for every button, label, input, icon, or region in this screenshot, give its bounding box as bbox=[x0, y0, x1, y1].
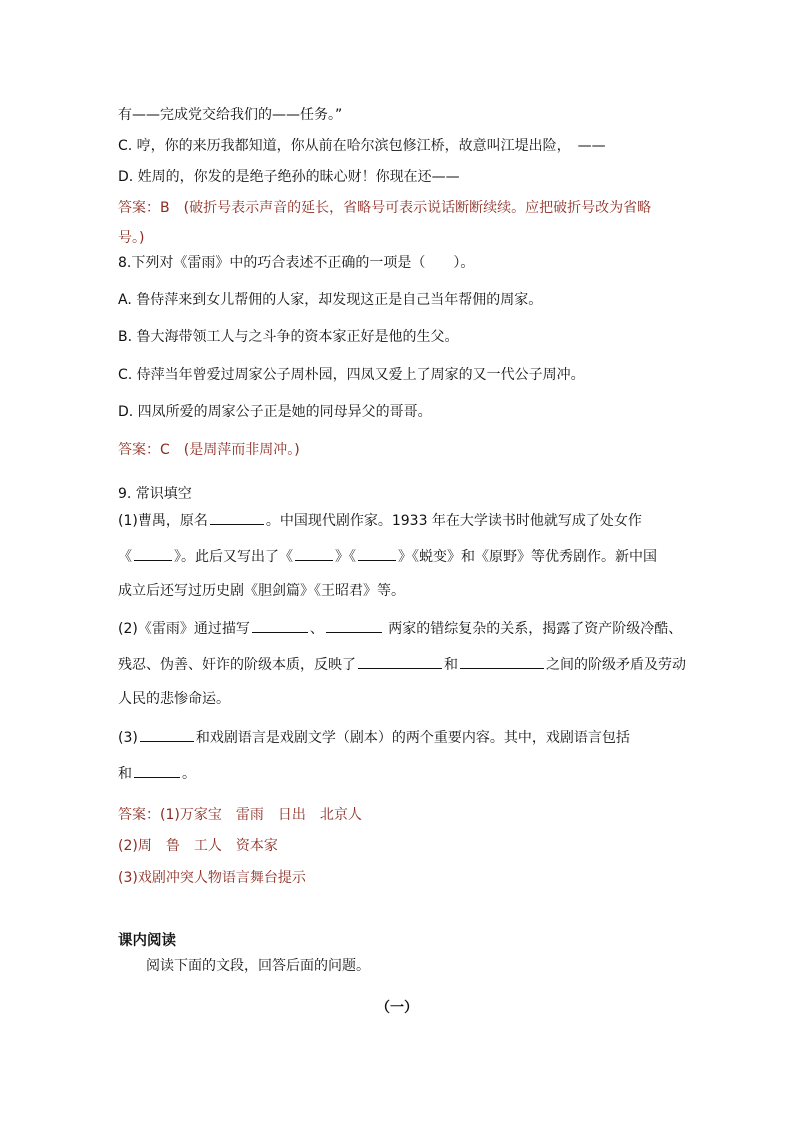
fill-blank bbox=[295, 545, 333, 561]
q9-part2-line1: (2)《雷雨》通过描写 、 两家的错综复杂的关系，揭露了资产阶级冷酷、 bbox=[118, 617, 714, 639]
q9-part1-line2: 《 》。此后又写出了《 》《 》《蜕变》和《原野》等优秀剧作。新中国 bbox=[118, 545, 714, 567]
fill-blank bbox=[252, 617, 308, 633]
q9-title: 9. 常识填空 bbox=[118, 486, 192, 502]
q9-part2-line2: 残忍、伪善、奸诈的阶级本质，反映了 和 之间的阶级矛盾及劳动 bbox=[118, 653, 714, 675]
fill-blank bbox=[460, 653, 544, 669]
q7-answer-continued: 号。) bbox=[118, 230, 145, 246]
fill-blank bbox=[358, 653, 442, 669]
fill-blank bbox=[210, 509, 264, 525]
section-heading: 课内阅读 bbox=[118, 933, 176, 949]
q9-answer-3: (3)戏剧冲突人物语言舞台提示 bbox=[118, 870, 306, 886]
q7-answer: 答案：B (破折号表示声音的延长，省略号可表示说话断断续续。应把破折号改为省略 bbox=[118, 200, 652, 216]
fill-blank bbox=[358, 545, 396, 561]
reading-instruction: 阅读下面的文段，回答后面的问题。 bbox=[146, 958, 370, 974]
fill-blank bbox=[326, 617, 382, 633]
q9-answer-2: (2)周 鲁 工人 资本家 bbox=[118, 838, 278, 854]
q9-part1-line1: (1)曹禺，原名 。中国现代剧作家。1933 年在大学读书时他就写成了处女作 bbox=[118, 509, 714, 531]
q7-option-c: C. 哼，你的来历我都知道，你从前在哈尔滨包修江桥，故意叫江堤出险， —— bbox=[118, 138, 606, 154]
q9-part2-line3: 人民的悲惨命运。 bbox=[118, 691, 230, 707]
q9-answer-1: 答案：(1)万家宝 雷雨 日出 北京人 bbox=[118, 807, 362, 823]
q8-option-c: C. 侍萍当年曾爱过周家公子周朴园，四凤又爱上了周家的又一代公子周冲。 bbox=[118, 367, 585, 383]
q9-part3-line1: (3) 和戏剧语言是戏剧文学（剧本）的两个重要内容。其中，戏剧语言包括 bbox=[118, 726, 714, 748]
q7-option-d: D. 姓周的，你发的是绝子绝孙的昧心财！你现在还—— bbox=[118, 169, 460, 185]
q8-answer: 答案：C (是周萍而非周冲。) bbox=[118, 442, 300, 458]
q9-part3-line2: 和 。 bbox=[118, 762, 714, 784]
fill-blank bbox=[140, 726, 194, 742]
passage-number: （一） bbox=[376, 1000, 418, 1016]
fill-blank bbox=[134, 762, 180, 778]
q8-option-b: B. 鲁大海带领工人与之斗争的资本家正好是他的生父。 bbox=[118, 329, 459, 345]
q9-part1-line3: 成立后还写过历史剧《胆剑篇》《王昭君》等。 bbox=[118, 583, 405, 599]
q8-option-d: D. 四凤所爱的周家公子正是她的同母异父的哥哥。 bbox=[118, 404, 432, 420]
q7-option-b-continuation: 有——完成党交给我们的——任务。” bbox=[118, 107, 343, 123]
fill-blank bbox=[134, 545, 172, 561]
q8-option-a: A. 鲁侍萍来到女儿帮佣的人家，却发现这正是自己当年帮佣的周家。 bbox=[118, 292, 543, 308]
q8-stem: 8.下列对《雷雨》中的巧合表述不正确的一项是（ ）。 bbox=[118, 255, 475, 271]
